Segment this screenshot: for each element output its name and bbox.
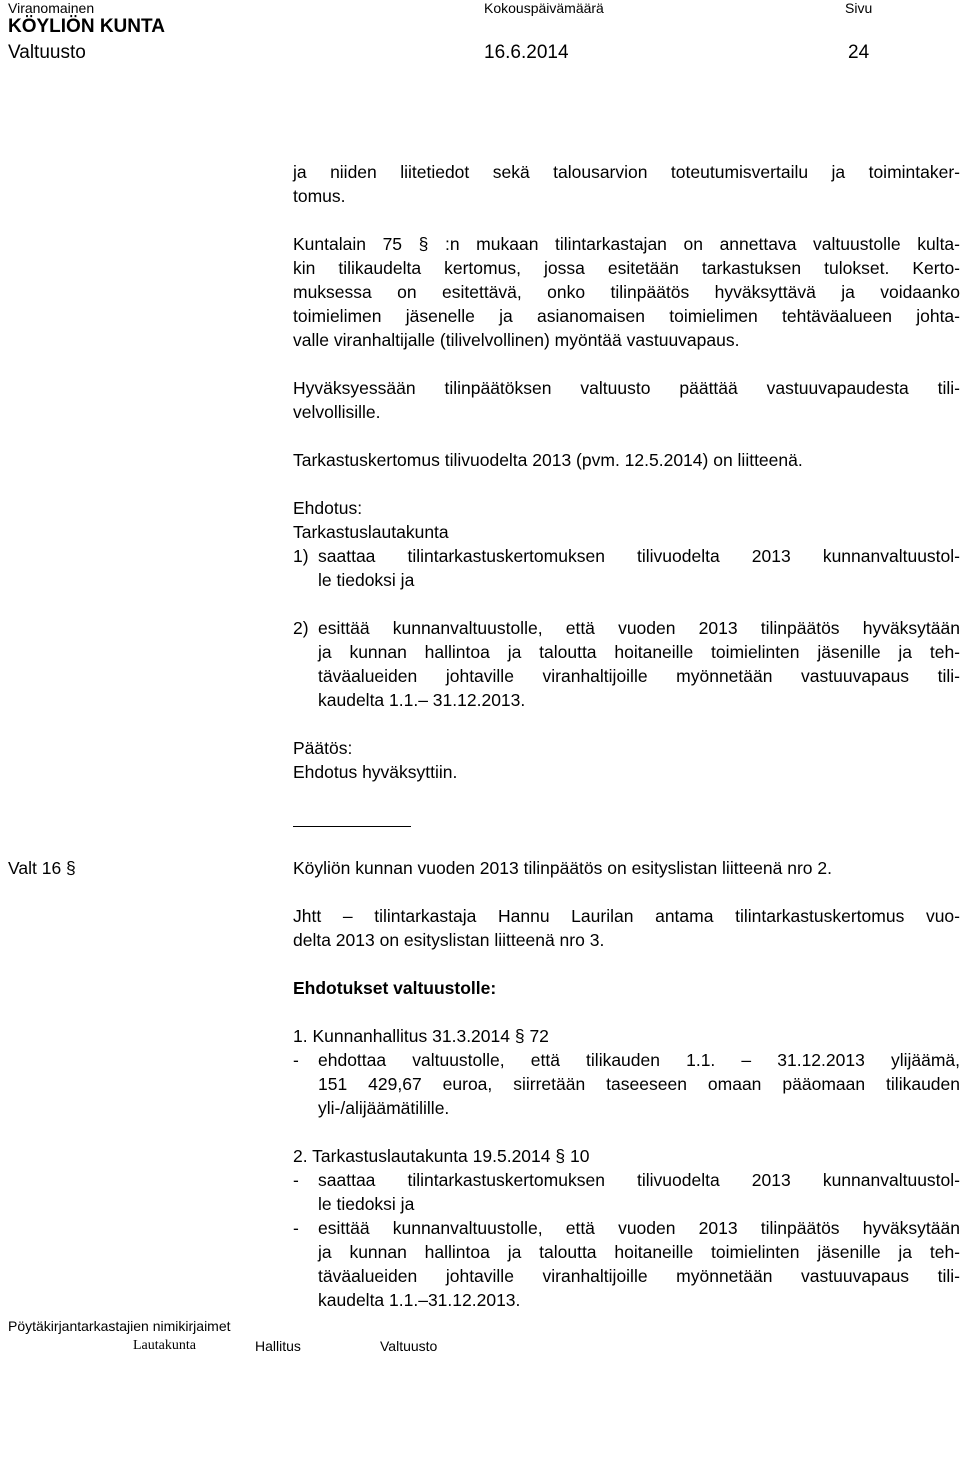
text-line: saattaa tilintarkastuskertomuksen tilivuodelta 2013 kunnanvaltuustol- (318, 1170, 960, 1190)
text-line: muksessa on esitettävä, onko tilinpäätös hyväksyttävä ja voidaanko (293, 282, 960, 302)
text-line: ehdottaa valtuustolle, että tilikauden 1.1. – 31.12.2013 ylijäämä, (318, 1050, 960, 1070)
initials-label: Pöytäkirjantarkastajien nimikirjaimet (8, 1318, 231, 1334)
item-number: 2) (293, 618, 309, 638)
text-line: Kuntalain 75 § :n mukaan tilintarkastajan on annettava valtuustolle kulta- (293, 234, 960, 254)
authority-label: Viranomainen (8, 0, 95, 16)
text-line: toimielimen jäsenelle ja asianomaisen toimielimen tehtäväalueen johta- (293, 306, 960, 326)
dash-bullet: - (293, 1170, 299, 1190)
page-number: 24 (848, 42, 870, 63)
council-proposal-2 (293, 1144, 960, 1312)
text-line: täväalueiden johtaville viranhaltijoille myönnetään vastuuvapaus tili- (318, 1266, 960, 1286)
text-line: velvollisille. (293, 402, 381, 422)
text-line: Jhtt – tilintarkastaja Hannu Laurilan antama tilintarkastuskertomus vuo- (293, 906, 960, 926)
item-number: 1) (293, 546, 309, 566)
initials-column-government: Hallitus (255, 1338, 301, 1354)
text-line: valle viranhaltijalle (tilivelvollinen) myöntää vastuuvapaus. (293, 330, 740, 350)
section-label: Valt 16 § (8, 858, 76, 878)
dash-bullet: - (293, 1050, 299, 1070)
text-line: täväalueiden johtaville viranhaltijoille myönnetään vastuuvapaus tili- (318, 666, 960, 686)
meeting-date: 16.6.2014 (484, 42, 569, 63)
text-line: delta 2013 on esityslistan liitteenä nro 3. (293, 930, 605, 950)
text-line: kin tilikaudelta kertomus, jossa esitetään tarkastuksen tulokset. Kerto- (293, 258, 960, 278)
text-line: yli-/alijäämätilille. (318, 1098, 450, 1118)
text-line: 151 429,67 euroa, siirretään taseeseen omaan pääomaan tilikauden (318, 1074, 960, 1094)
text-line: Hyväksyessään tilinpäätöksen valtuusto päättää vastuuvapaudesta tili- (293, 378, 960, 398)
text-line: Köyliön kunnan vuoden 2013 tilinpäätös on esityslistan liitteenä nro 2. (293, 858, 832, 878)
meeting-body: Valtuusto (8, 42, 86, 63)
section-intro (293, 856, 960, 880)
text-line: esittää kunnanvaltuustolle, että vuoden 2013 tilinpäätös hyväksytään (318, 1218, 960, 1238)
intro-paragraph-3 (293, 376, 960, 424)
section-paragraph-2 (293, 904, 960, 952)
text-line: Tarkastuskertomus tilivuodelta 2013 (pvm. 12.5.2014) on liitteenä. (293, 450, 803, 470)
intro-paragraph-2 (293, 232, 960, 352)
text-line: ja kunnan hallintoa ja taloutta hoitaneille toimielinten jäsenille ja teh- (318, 1242, 960, 1262)
separator-line (293, 826, 411, 827)
text-line: kaudelta 1.1.–31.12.2013. (318, 1290, 521, 1310)
proposals-heading: Ehdotukset valtuustolle: (293, 978, 497, 998)
municipality-name: KÖYLIÖN KUNTA (8, 16, 165, 37)
proposal-title: 2. Tarkastuslautakunta 19.5.2014 § 10 (293, 1146, 590, 1166)
page-label: Sivu (845, 0, 873, 16)
proposal-item-2 (293, 616, 960, 712)
proposal-label: Ehdotus: (293, 498, 363, 518)
proposal-item-1 (293, 544, 960, 592)
intro-paragraph-4 (293, 448, 960, 472)
initials-column-council: Valtuusto (380, 1338, 438, 1354)
text-line: saattaa tilintarkastuskertomuksen tilivuodelta 2013 kunnanvaltuustol- (318, 546, 960, 566)
initials-column-board: Lautakunta (133, 1338, 196, 1353)
text-line: le tiedoksi ja (318, 1194, 415, 1214)
proposal-title: 1. Kunnanhallitus 31.3.2014 § 72 (293, 1026, 549, 1046)
date-label: Kokouspäivämäärä (484, 0, 604, 16)
decision-block (293, 736, 960, 784)
proposal-proposer: Tarkastuslautakunta (293, 522, 449, 542)
proposal-block (293, 496, 960, 592)
council-proposal-1 (293, 1024, 960, 1120)
text-line: tomus. (293, 186, 346, 206)
text-line: ja niiden liitetiedot sekä talousarvion toteutumisvertailu ja toimintaker- (293, 162, 960, 182)
decision-label: Päätös: (293, 738, 353, 758)
text-line: kaudelta 1.1.– 31.12.2013. (318, 690, 526, 710)
text-line: le tiedoksi ja (318, 570, 415, 590)
dash-bullet: - (293, 1218, 299, 1238)
text-line: ja kunnan hallintoa ja taloutta hoitaneille toimielinten jäsenille ja teh- (318, 642, 960, 662)
text-line: esittää kunnanvaltuustolle, että vuoden 2013 tilinpäätös hyväksytään (318, 618, 960, 638)
decision-text: Ehdotus hyväksyttiin. (293, 762, 458, 782)
intro-paragraph-1 (293, 160, 960, 208)
